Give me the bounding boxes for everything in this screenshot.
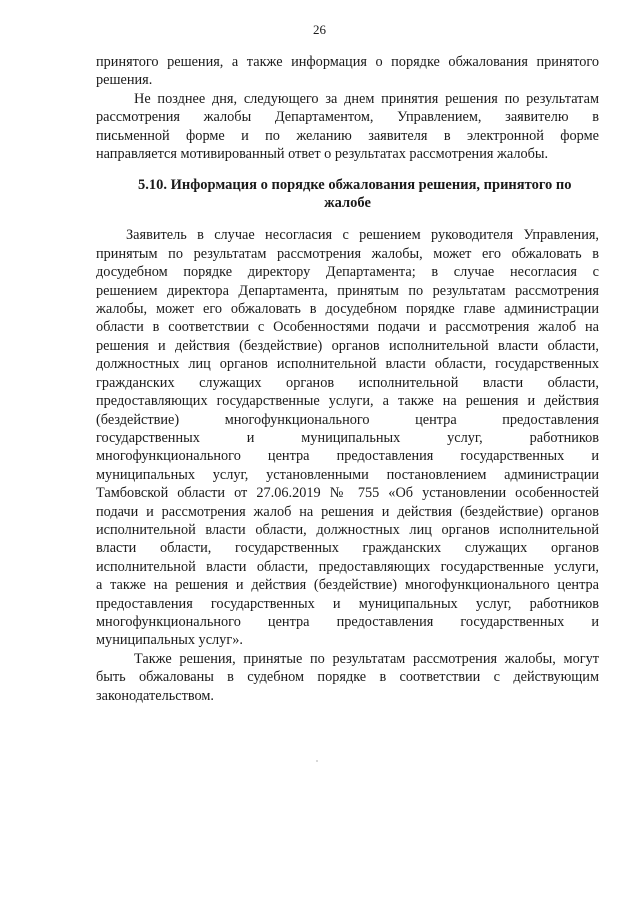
text-line: Не позднее дня, следующего за днем принятия решения по результатам [134, 90, 599, 107]
text-line: решения и действия (бездействие) органов исполнительной власти области, [96, 337, 599, 354]
paragraph-continuation [96, 53, 599, 90]
text-line: а также на решения и действия (бездействие) многофункционального центра [96, 577, 599, 594]
section-heading-line: жалобе [324, 195, 371, 212]
paragraph-judicial-appeal [96, 650, 599, 705]
section-heading [96, 176, 599, 212]
scan-speck [316, 760, 318, 762]
text-line: исполнительной власти области, должностных лиц органов исполнительной [96, 521, 599, 538]
text-line: (бездействие) многофункционального центра предоставления [96, 411, 599, 428]
text-line: быть обжалованы в судебном порядке в соответствии с действующим [96, 669, 599, 686]
text-line: многофункционального центра предоставления государственных и [96, 448, 599, 465]
text-line: досудебном порядке директору Департамента; в случае несогласия с [96, 264, 599, 281]
text-line: решением директора Департамента, принятым по результатам рассмотрения [96, 282, 599, 299]
text-line: направляется мотивированный ответ о результатах рассмотрения жалобы. [96, 146, 549, 163]
text-line: письменной форме и по желанию заявителя в электронной форме [96, 127, 599, 144]
text-line: многофункционального центра предоставления государственных и [96, 613, 599, 630]
document-body [96, 53, 599, 705]
text-line: предоставления государственных и муниципальных услуг, работников [96, 595, 599, 612]
text-line: принятым по результатам рассмотрения жалобы, может его обжаловать в [96, 245, 599, 262]
page-number: 26 [313, 22, 326, 37]
text-line: гражданских служащих органов исполнительной власти области, [96, 374, 599, 391]
text-line: решения. [96, 72, 153, 89]
text-line: Тамбовской области от 27.06.2019 № 755 «Об установлении особенностей [96, 485, 599, 502]
text-line: рассмотрения жалобы Департаментом, Управлением, заявителю в [96, 109, 599, 126]
paragraph-response [96, 90, 599, 164]
text-line: исполнительной власти области, предоставляющих государственные услуги, [96, 558, 599, 575]
text-line: Также решения, принятые по результатам рассмотрения жалобы, могут [134, 650, 599, 667]
text-line: Заявитель в случае несогласия с решением руководителя Управления, [126, 227, 599, 244]
text-line: муниципальных услуг, установленными постановлением администрации [96, 466, 599, 483]
text-line: власти области, государственных гражданских служащих органов [96, 540, 599, 557]
text-line: подачи и рассмотрения жалоб на решения и действия (бездействие) органов [96, 503, 599, 520]
paragraph-appeal-procedure [96, 226, 599, 649]
section-heading-line: 5.10. Информация о порядке обжалования решения, принятого по [138, 177, 572, 194]
text-line: принятого решения, а также информация о порядке обжалования принятого [96, 54, 599, 70]
text-line: жалобы, может его обжаловать в досудебном порядке главе администрации [96, 301, 599, 318]
text-line: области в соответствии с Особенностями подачи и рассмотрения жалоб на [96, 319, 599, 336]
text-line: государственных и муниципальных услуг, работников [96, 429, 599, 446]
text-line: законодательством. [96, 687, 214, 704]
text-line: муниципальных услуг». [96, 632, 243, 649]
text-line: должностных лиц органов исполнительной власти области, государственных [96, 356, 599, 373]
text-line: предоставляющих государственные услуги, а также на решения и действия [96, 393, 599, 410]
